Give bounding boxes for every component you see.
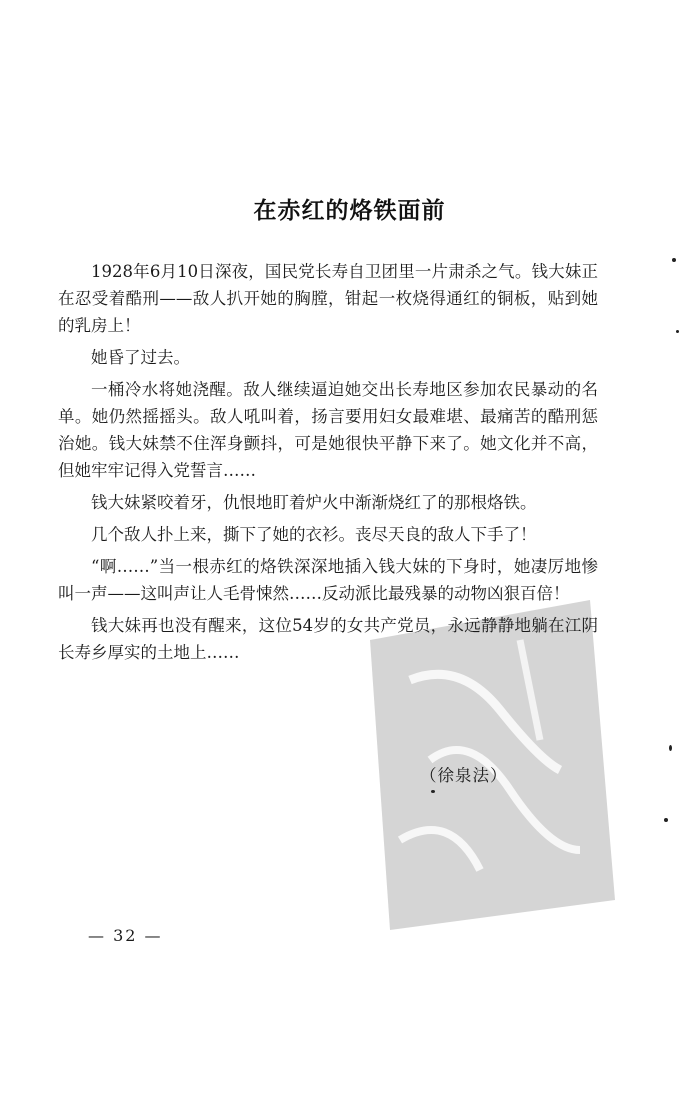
paragraph: 钱大妹再也没有醒来，这位54岁的女共产党员，永远静静地躺在江阴长寿乡厚实的土地上……	[58, 616, 598, 662]
scan-speck	[672, 258, 676, 262]
paragraph: 一桶冷水将她浇醒。敌人继续逼迫她交出长寿地区参加农民暴动的名单。她仍然摇摇头。敌人吼叫着，扬言要用妇女最难堪、最痛苦的酷刑惩治她。钱大妹禁不住浑身颤抖，可是她很快平静下来了。她文化并不高，但她牢牢记得入党誓言……	[58, 380, 598, 480]
paragraph: 几个敌人扑上来，撕下了她的衣衫。丧尽天良的敌人下手了！	[91, 525, 537, 544]
paragraph: “啊……”当一根赤红的烙铁深深地插入钱大妹的下身时，她凄厉地惨叫一声——这叫声让人毛骨悚然……反动派比最残暴的动物凶狠百倍！	[58, 557, 598, 603]
page-title: 在赤红的烙铁面前	[253, 198, 446, 224]
scan-speck	[676, 330, 679, 333]
article-body	[58, 258, 598, 671]
page-number: — 32 —	[88, 926, 163, 945]
scan-speck	[669, 745, 672, 751]
paragraph: 1928年6月10日深夜，国民党长寿自卫团里一片肃杀之气。钱大妹正在忍受着酷刑——敌人扒开她的胸膛，钳起一枚烧得通红的铜板，贴到她的乳房上！	[58, 262, 598, 335]
author-signature: （徐泉法）	[420, 766, 508, 785]
scan-speck	[431, 790, 435, 793]
paragraph: 钱大妹紧咬着牙，仇恨地盯着炉火中渐渐烧红了的那根烙铁。	[91, 493, 537, 512]
paragraph: 她昏了过去。	[91, 348, 190, 367]
scan-speck	[664, 818, 668, 822]
